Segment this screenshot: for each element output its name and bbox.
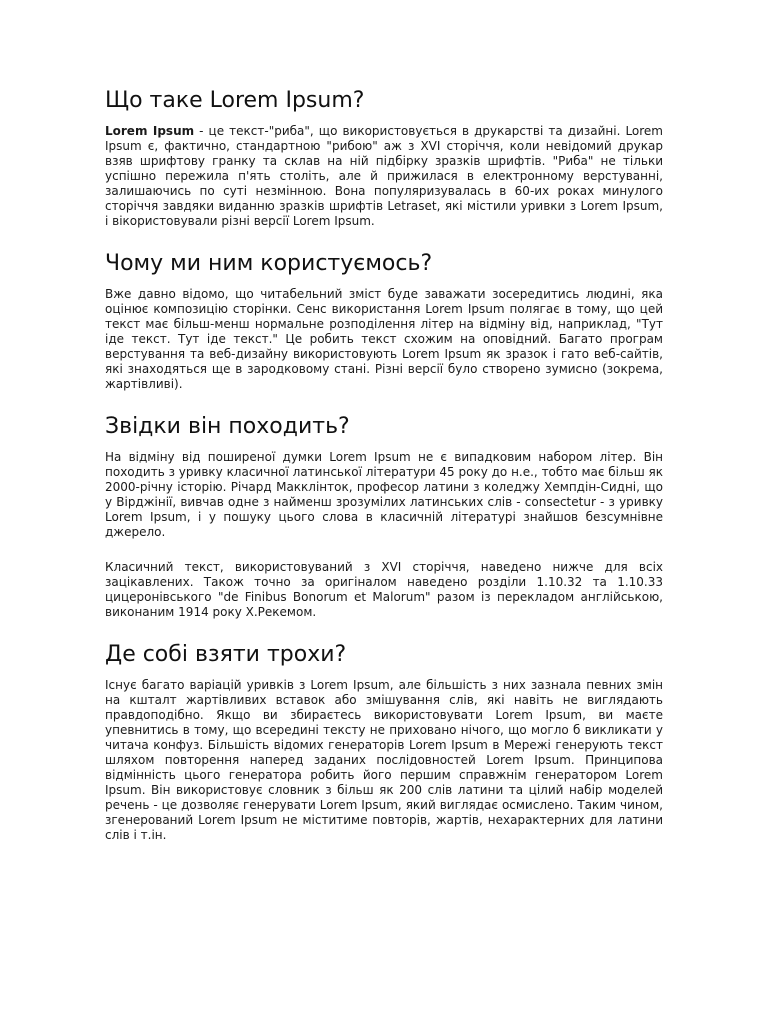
paragraph: Існує багато варіацій уривків з Lorem Ipsum, але більшість з них зазнала певних змін на кшталт жартівливих вставок або змішування слів, які навіть не виглядають правдоподібно. Якщо ви збираєтесь використовувати Lorem Ipsum, ви маєте упевнитись в тому, що всередині тексту не приховано нічого, що могло б викликати у читача конфуз. Більшість відомих генераторів Lorem Ipsum в Мережі генерують текст шляхом повторення наперед заданих послідовностей Lorem Ipsum. Принципова відмінність цього генератора робить його першим справжнім генератором Lorem Ipsum. Він використовує словник з більш як 200 слів латини та цілий набір моделей речень - це дозволяє генерувати Lorem Ipsum, який виглядає осмислено. Таким чином, згенерований Lorem Ipsum не міститиме повторів, жартів, нехарактерних для латини слів і т.ін. (105, 678, 663, 842)
section-heading: Де собі взяти трохи? (105, 642, 347, 667)
paragraph: На відміну від поширеної думки Lorem Ipsum не є випадковим набором літер. Він походить з уривку класичної латинської літератури 45 року до н.е., тобто має більш як 2000-річну історію. Річард Макклінток, професор латини з коледжу Хемпдін-Сидні, що у Вірджінії, вивчав одне з найменш зрозумілих латинських слів - consectetur - з уривку Lorem Ipsum, і у пошуку цього слова в класичній літературі знайшов безсумнівне джерело. (105, 450, 663, 539)
paragraph (105, 124, 663, 229)
section-heading: Чому ми ним користуємось? (105, 251, 433, 276)
bold-lead: Lorem Ipsum (105, 124, 195, 138)
section-where-get (105, 640, 663, 843)
paragraph: Класичний текст, використовуваний з XVI сторіччя, наведено нижче для всіх зацікавлених. Також точно за оригіналом наведено розділи 1.10.32 та 1.10.33 цицеронівського "de Finibus Bonorum et Malorum" разом із перекладом англійською, виконаним 1914 року Х.Рекемом. (105, 560, 663, 619)
section-what-is (105, 86, 663, 229)
section-why-use (105, 249, 663, 392)
section-heading: Що таке Lorem Ipsum? (105, 88, 365, 113)
section-where-from (105, 412, 663, 620)
paragraph: Вже давно відомо, що читабельний зміст буде заважати зосередитись людині, яка оцінює композицію сторінки. Сенс використання Lorem Ipsum полягає в тому, що цей текст має більш-менш нормальне розподілення літер на відміну від, наприклад, "Тут іде текст. Тут іде текст." Це робить текст схожим на оповідний. Багато програм верстування та веб-дизайну використовують Lorem Ipsum як зразок і гато веб-сайтів, які знаходяться ще в зародковому стані. Різні версії було створено зумисно (зокрема, жартівливі). (105, 287, 663, 391)
section-heading: Звідки він походить? (105, 414, 350, 439)
paragraph-text: - це текст-"риба", що використовується в друкарстві та дизайні. Lorem Ipsum є, фактично, стандартною "рибою" аж з XVI сторіччя, коли невідомий друкар взяв шрифтову гранку та склав на ній підбірку зразків шрифтів. "Риба" не тільки успішно пережила п'ять століть, але й прижилася в електронному верстуванні, залишаючись по суті незмінною. Вона популяризувалась в 60-их роках минулого сторіччя завдяки виданню зразків шрифтів Letraset, які містили уривки з Lorem Ipsum, і вікористовували різні версії Lorem Ipsum. (105, 124, 664, 228)
